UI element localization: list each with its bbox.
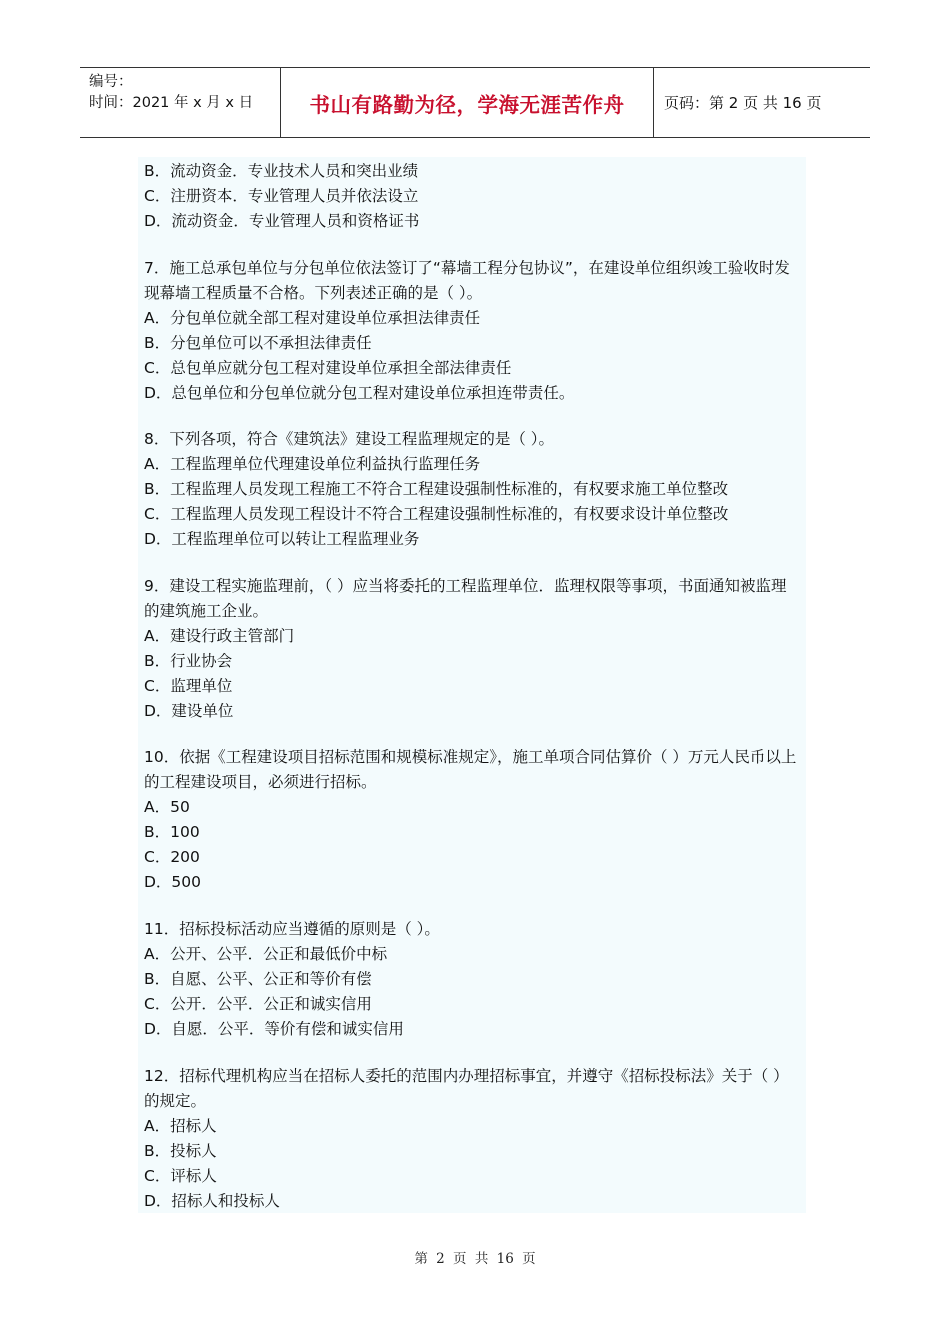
option-line: B．投标人 — [144, 1142, 217, 1160]
option-line: A．工程监理单位代理建设单位利益执行监理任务 — [144, 455, 481, 473]
question-9: 9．建设工程实施监理前，（ ）应当将委托的工程监理单位．监理权限等事项，书面通知被监理的建筑施工企业。 — [144, 577, 787, 620]
option-line: D．自愿．公平．等价有偿和诚实信用 — [144, 1020, 404, 1038]
question-11: 11．招标投标活动应当遵循的原则是（ ）。 — [144, 920, 440, 938]
header-meta — [80, 68, 281, 137]
option-line: A．分包单位就全部工程对建设单位承担法律责任 — [144, 309, 481, 327]
page-header — [80, 67, 870, 138]
option-line: C．公开．公平．公正和诚实信用 — [144, 995, 372, 1013]
header-motto: 书山有路勤为径，学海无涯苦作舟 — [281, 68, 654, 137]
option-line: B．行业协会 — [144, 652, 233, 670]
number-label: 编号： — [89, 74, 133, 90]
header-page-number: 页码：第 2 页 共 16 页 — [664, 94, 822, 112]
page-footer: 第 2 页 共 16 页 — [414, 1251, 536, 1267]
option-line: A．公开、公平．公正和最低价中标 — [144, 945, 388, 963]
option-line: B．100 — [144, 823, 200, 841]
question-10: 10．依据《工程建设项目招标范围和规模标准规定》，施工单项合同估算价（ ）万元人民币以上的工程建设项目，必须进行招标。 — [144, 748, 797, 791]
option-line: D．流动资金．专业管理人员和资格证书 — [144, 212, 420, 230]
option-line: A．建设行政主管部门 — [144, 627, 295, 645]
option-line: B．自愿、公平、公正和等价有偿 — [144, 970, 372, 988]
option-line: D．工程监理单位可以转让工程监理业务 — [144, 530, 420, 548]
option-line: B．分包单位可以不承担法律责任 — [144, 334, 372, 352]
time-label: 时间：2021 年 x 月 x 日 — [89, 95, 254, 111]
option-line: D．招标人和投标人 — [144, 1192, 280, 1210]
option-line: C．200 — [144, 848, 200, 866]
option-line: C．评标人 — [144, 1167, 217, 1185]
option-line: A．50 — [144, 798, 190, 816]
option-line: C．监理单位 — [144, 677, 233, 695]
option-line: D．建设单位 — [144, 702, 234, 720]
question-content — [138, 157, 806, 1213]
option-line: D．总包单位和分包单位就分包工程对建设单位承担连带责任。 — [144, 384, 575, 402]
option-line: C．注册资本．专业管理人员并依法设立 — [144, 187, 419, 205]
option-line: D．500 — [144, 873, 202, 891]
question-8: 8．下列各项，符合《建筑法》建设工程监理规定的是（ ）。 — [144, 430, 555, 448]
question-12: 12．招标代理机构应当在招标人委托的范围内办理招标事宜，并遵守《招标投标法》关于（ ）的规定。 — [144, 1067, 789, 1110]
option-line: C．总包单应就分包工程对建设单位承担全部法律责任 — [144, 359, 512, 377]
option-line: B．工程监理人员发现工程施工不符合工程建设强制性标准的，有权要求施工单位整改 — [144, 480, 729, 498]
question-7: 7．施工总承包单位与分包单位依法签订了“幕墙工程分包协议”，在建设单位组织竣工验收时发现幕墙工程质量不合格。下列表述正确的是（ ）。 — [144, 259, 790, 302]
option-line: C．工程监理人员发现工程设计不符合工程建设强制性标准的，有权要求设计单位整改 — [144, 505, 729, 523]
option-line: A．招标人 — [144, 1117, 217, 1135]
option-line: B．流动资金．专业技术人员和突出业绩 — [144, 162, 419, 180]
